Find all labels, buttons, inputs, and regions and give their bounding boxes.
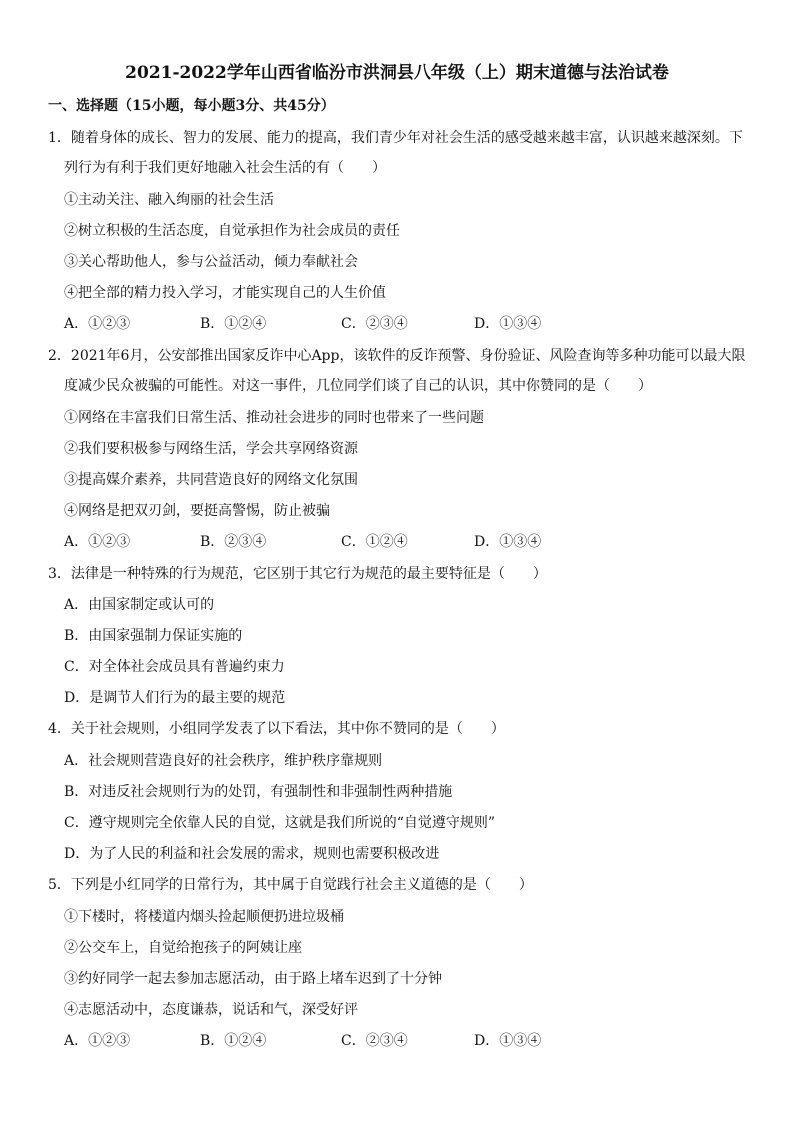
question-1-option-c: C．②③④ bbox=[341, 316, 408, 332]
question-2-option-a: A．①②③ bbox=[64, 534, 131, 550]
question-3-stem: 3．法律是一种特殊的行为规范，它区别于其它行为规范的最主要特征是（ ） bbox=[48, 566, 547, 582]
question-2-option-d: D．①③④ bbox=[474, 534, 542, 550]
question-5-option-a: A．①②③ bbox=[64, 1033, 131, 1049]
question-2-item-4: ④网络是把双刃剑，要挺高警惕，防止被骗 bbox=[64, 503, 330, 519]
question-2-stem-line-2: 度减少民众被骗的可能性。对这一事件，几位同学们谈了自己的认识，其中你赞同的是（ ） bbox=[64, 378, 652, 394]
question-1-item-1: ①主动关注、融入绚丽的社会生活 bbox=[64, 192, 274, 208]
question-2-item-1: ①网络在丰富我们日常生活、推动社会进步的同时也带来了一些问题 bbox=[64, 410, 484, 426]
question-3-option-b: B．由国家强制力保证实施的 bbox=[64, 628, 243, 644]
question-4-option-d: D．为了人民的利益和社会发展的需求，规则也需要积极改进 bbox=[64, 846, 440, 862]
question-3-option-a: A．由国家制定或认可的 bbox=[64, 597, 215, 613]
question-5-option-d: D．①③④ bbox=[474, 1033, 542, 1049]
question-5-option-b: B．①②④ bbox=[200, 1033, 267, 1049]
question-1-stem-line-1: 1．随着身体的成长、智力的发展、能力的提高，我们青少年对社会生活的感受越来越丰富，认识越来越深刻。下 bbox=[48, 130, 743, 146]
question-4-stem: 4．关于社会规则，小组同学发表了以下看法，其中你不赞同的是（ ） bbox=[48, 721, 505, 737]
question-5-stem: 5．下列是小红同学的日常行为，其中属于自觉践行社会主义道德的是（ ） bbox=[48, 877, 533, 893]
question-2-option-c: C．①②④ bbox=[341, 534, 408, 550]
question-2-item-3: ③提高媒介素养，共同营造良好的网络文化氛围 bbox=[64, 472, 358, 488]
question-1-item-3: ③关心帮助他人，参与公益活动，倾力奉献社会 bbox=[64, 254, 358, 270]
question-1-item-2: ②树立积极的生活态度，自觉承担作为社会成员的责任 bbox=[64, 223, 400, 239]
question-1-stem-line-2: 列行为有利于我们更好地融入社会生活的有（ ） bbox=[64, 160, 386, 176]
section-heading: 一、选择题（15小题，每小题3分、共45分） bbox=[48, 98, 335, 114]
question-2-option-b: B．②③④ bbox=[200, 534, 267, 550]
question-5-option-c: C．②③④ bbox=[341, 1033, 408, 1049]
question-1-option-a: A．①②③ bbox=[64, 316, 131, 332]
question-3-option-c: C．对全体社会成员具有普遍约束力 bbox=[64, 659, 285, 675]
question-5-item-4: ④志愿活动中，态度谦恭，说话和气，深受好评 bbox=[64, 1002, 358, 1018]
question-5-item-1: ①下楼时，将楼道内烟头捡起顺便扔进垃圾桶 bbox=[64, 909, 344, 925]
question-2-item-2: ②我们要积极参与网络生活，学会共享网络资源 bbox=[64, 441, 358, 457]
question-4-option-c: C．遵守规则完全依靠人民的自觉，这就是我们所说的“自觉遵守规则” bbox=[64, 815, 496, 831]
question-4-option-a: A．社会规则营造良好的社会秩序，维护秩序靠规则 bbox=[64, 753, 383, 769]
question-1-option-d: D．①③④ bbox=[474, 316, 542, 332]
question-5-item-2: ②公交车上，自觉给抱孩子的阿姨让座 bbox=[64, 940, 302, 956]
question-4-option-b: B．对违反社会规则行为的处罚，有强制性和非强制性两种措施 bbox=[64, 784, 453, 800]
question-2-stem-line-1: 2．2021年6月，公安部推出国家反诈中心App，该软件的反诈预警、身份验证、风险查询等多种功能可以最大限 bbox=[48, 348, 746, 364]
question-5-item-3: ③约好同学一起去参加志愿活动，由于路上堵车迟到了十分钟 bbox=[64, 971, 442, 987]
question-3-option-d: D．是调节人们行为的最主要的规范 bbox=[64, 690, 286, 706]
question-1-item-4: ④把全部的精力投入学习，才能实现自己的人生价值 bbox=[64, 285, 386, 301]
page-title: 2021-2022学年山西省临汾市洪洞县八年级（上）期末道德与法治试卷 bbox=[125, 63, 669, 83]
question-1-option-b: B．①②④ bbox=[200, 316, 267, 332]
